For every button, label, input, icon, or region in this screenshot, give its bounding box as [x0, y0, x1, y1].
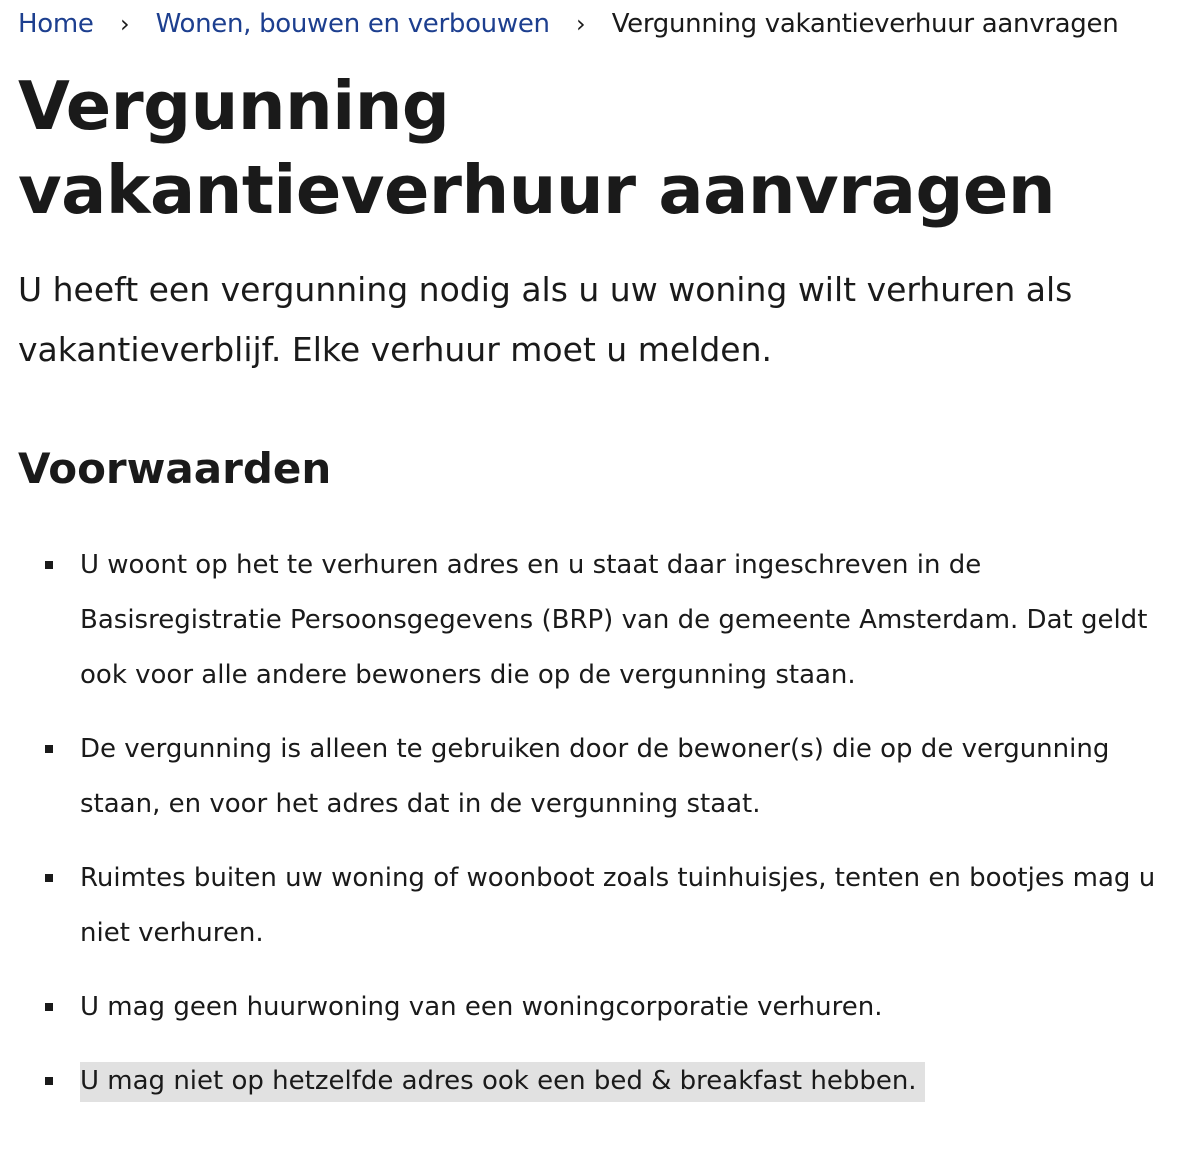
square-bullet-icon	[45, 1077, 53, 1085]
list-item	[18, 722, 1158, 832]
list-item-text: U mag geen huurwoning van een woningcorporatie verhuren.	[80, 992, 883, 1022]
section-title-voorwaarden: Voorwaarden	[18, 444, 332, 493]
list-item-text: De vergunning is alleen te gebruiken door de bewoner(s) die op de vergunning staan, en voor het adres dat in de vergunning staat.	[80, 734, 1110, 819]
chevron-right-icon: ›	[119, 10, 130, 38]
page-title: Vergunning vakantieverhuur aanvragen	[18, 67, 1056, 229]
breadcrumb-link-section[interactable]: Wonen, bouwen en verbouwen	[155, 9, 550, 39]
conditions-list	[18, 538, 1158, 1109]
breadcrumb-current: Vergunning vakantieverhuur aanvragen	[611, 9, 1119, 39]
square-bullet-icon	[45, 1003, 53, 1011]
square-bullet-icon	[45, 874, 53, 882]
breadcrumb	[18, 0, 1200, 48]
breadcrumb-link-home[interactable]: Home	[18, 9, 94, 39]
list-item-text: U woont op het te verhuren adres en u staat daar ingeschreven in de Basisregistratie Persoonsgegevens (BRP) van de gemeente Amsterdam. Dat geldt ook voor alle andere bewoners die op de vergunning staan.	[80, 550, 1148, 690]
page-content	[18, 0, 1200, 1128]
chevron-right-icon: ›	[576, 10, 586, 38]
list-item	[18, 851, 1158, 961]
list-item-text-highlighted: U mag niet op hetzelfde adres ook een bed & breakfast hebben.	[80, 1062, 925, 1102]
square-bullet-icon	[45, 561, 53, 569]
intro-text: U heeft een vergunning nodig als u uw woning wilt verhuren als vakantieverblijf. Elke verhuur moet u melden.	[18, 270, 1073, 369]
list-item	[18, 1054, 1158, 1109]
square-bullet-icon	[45, 745, 53, 753]
list-item-text: Ruimtes buiten uw woning of woonboot zoals tuinhuisjes, tenten en bootjes mag u niet verhuren.	[80, 863, 1156, 948]
list-item	[18, 980, 1158, 1035]
list-item	[18, 538, 1158, 703]
